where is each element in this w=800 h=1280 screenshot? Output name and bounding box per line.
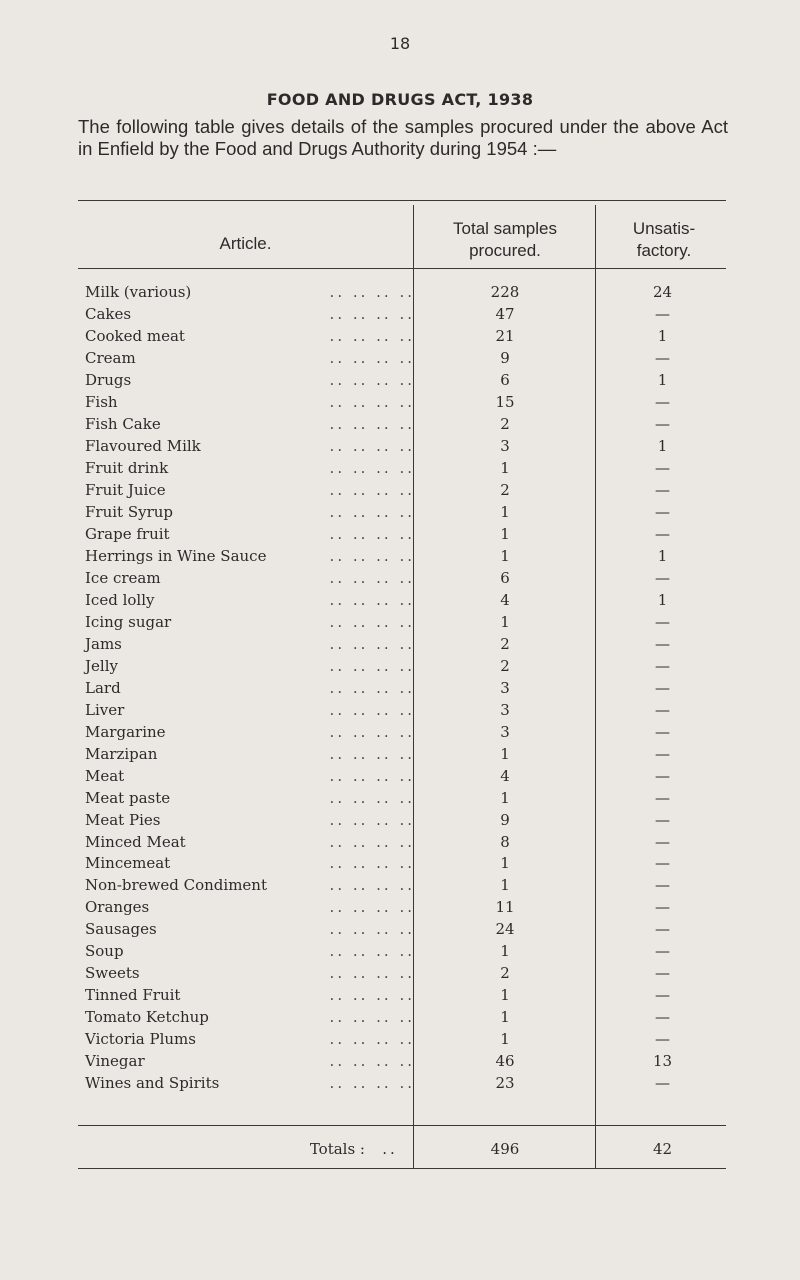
article-cell: Vinegar: [85, 1052, 151, 1070]
article-cell: Cream: [85, 349, 142, 367]
table-row: [85, 964, 725, 986]
article-cell: Ice cream: [85, 569, 167, 587]
table-row: [85, 1008, 725, 1030]
totals-top-rule: [78, 1125, 726, 1126]
total-cell: 1: [500, 546, 510, 565]
unsatisfactory-cell: —: [655, 810, 670, 829]
total-cell: 3: [500, 700, 510, 719]
total-cell: 9: [500, 348, 510, 367]
article-cell: Soup: [85, 942, 130, 960]
unsatisfactory-cell: —: [655, 634, 670, 653]
total-cell: 1: [500, 612, 510, 631]
unsatisfactory-cell: —: [655, 1008, 670, 1027]
table-row: [85, 349, 725, 371]
leader-dots: .. .. .. ..: [329, 392, 415, 411]
leader-dots: .. .. .. ..: [329, 1008, 415, 1027]
article-cell: Lard: [85, 679, 127, 697]
leader-dots: .. .. .. ..: [329, 458, 415, 477]
article-cell: Drugs: [85, 371, 137, 389]
table-row: [85, 701, 725, 723]
total-cell: 9: [500, 810, 510, 829]
unsatisfactory-cell: 1: [657, 370, 668, 389]
article-cell: Minced Meat: [85, 833, 192, 851]
unsatisfactory-cell: —: [655, 348, 670, 367]
total-cell: 1: [500, 524, 510, 543]
total-cell: 2: [500, 414, 510, 433]
table-row: [85, 876, 725, 898]
unsatisfactory-cell: —: [655, 700, 670, 719]
total-cell: 2: [500, 480, 510, 499]
article-cell: Wines and Spirits: [85, 1074, 225, 1092]
table-row: [85, 393, 725, 415]
table-row: [85, 371, 725, 393]
table-row: [85, 811, 725, 833]
article-cell: Cakes: [85, 305, 137, 323]
leader-dots: .. .. .. ..: [329, 283, 415, 301]
article-cell: Cooked meat: [85, 327, 191, 345]
unsatisfactory-cell: —: [655, 304, 670, 323]
unsatisfactory-cell: —: [655, 832, 670, 851]
leader-dots: .. .. .. ..: [329, 304, 415, 323]
leader-dots: .. .. .. ..: [329, 942, 415, 961]
unsatisfactory-cell: —: [655, 788, 670, 807]
leader-dots: .. .. .. ..: [329, 700, 415, 719]
table-row: [85, 745, 725, 767]
unsatisfactory-cell: —: [655, 1074, 670, 1093]
intro-paragraph: The following table gives details of the samples procured under the above Act in Enfield by the Food and Drugs Authority during 1954 :—: [78, 116, 728, 159]
article-cell: Fruit Syrup: [85, 503, 179, 521]
total-cell: 1: [500, 986, 510, 1005]
table-bottom-rule: [78, 1168, 726, 1169]
table-row: [85, 327, 725, 349]
table-row: [85, 591, 725, 613]
total-cell: 2: [500, 634, 510, 653]
total-cell: 228: [490, 283, 520, 301]
total-cell: 1: [500, 1030, 510, 1049]
leader-dots: .. .. .. ..: [329, 788, 415, 807]
table-row: [85, 415, 725, 437]
article-cell: Mincemeat: [85, 854, 176, 872]
total-cell: 1: [500, 502, 510, 521]
table-row: [85, 635, 725, 657]
total-cell: 1: [500, 854, 510, 873]
leader-dots: .. .. .. ..: [329, 1074, 415, 1093]
total-cell: 3: [500, 436, 510, 455]
article-cell: Grape fruit: [85, 525, 176, 543]
article-cell: Herrings in Wine Sauce: [85, 547, 272, 565]
unsatisfactory-cell: —: [655, 876, 670, 895]
unsatisfactory-cell: —: [655, 854, 670, 873]
table-row: [85, 898, 725, 920]
unsatisfactory-cell: —: [655, 964, 670, 983]
table-row: [85, 723, 725, 745]
article-cell: Icing sugar: [85, 613, 177, 631]
table-row: [85, 942, 725, 964]
total-cell: 47: [495, 304, 515, 323]
unsatisfactory-cell: 1: [657, 436, 668, 455]
unsatisfactory-cell: —: [655, 898, 670, 917]
unsatisfactory-cell: —: [655, 766, 670, 785]
header-article: Article.: [219, 234, 272, 253]
leader-dots: .. .. .. ..: [329, 964, 415, 983]
unsatisfactory-cell: —: [655, 502, 670, 521]
unsatisfactory-cell: 1: [657, 326, 668, 345]
leader-dots: .. .. .. ..: [329, 634, 415, 653]
unsatisfactory-cell: —: [655, 986, 670, 1005]
unsatisfactory-cell: —: [655, 744, 670, 763]
article-cell: Meat paste: [85, 789, 176, 807]
table-row: [85, 503, 725, 525]
unsatisfactory-cell: —: [655, 678, 670, 697]
article-cell: Victoria Plums: [85, 1030, 202, 1048]
leader-dots: .. .. .. ..: [329, 986, 415, 1005]
header-unsatisfactory: Unsatis- factory.: [632, 219, 696, 260]
total-cell: 11: [495, 898, 515, 917]
table-row: [85, 525, 725, 547]
table-row: [85, 833, 725, 855]
total-cell: 1: [500, 942, 510, 961]
table-row: [85, 283, 725, 305]
leader-dots: .. .. .. ..: [329, 568, 415, 587]
unsatisfactory-cell: —: [655, 942, 670, 961]
unsatisfactory-cell: —: [655, 656, 670, 675]
article-cell: Fish Cake: [85, 415, 167, 433]
total-cell: 1: [500, 1008, 510, 1027]
leader-dots: .. .. .. ..: [329, 612, 415, 631]
leader-dots: .. .. .. ..: [329, 1052, 415, 1071]
totals-label: Totals :: [309, 1140, 365, 1158]
unsatisfactory-cell: —: [655, 414, 670, 433]
total-cell: 1: [500, 788, 510, 807]
article-cell: Milk (various): [85, 283, 197, 301]
leader-dots: .. .. .. ..: [329, 546, 415, 565]
total-cell: 3: [500, 722, 510, 741]
article-cell: Margarine: [85, 723, 172, 741]
article-cell: Sweets: [85, 964, 146, 982]
leader-dots: .. .. .. ..: [329, 876, 415, 895]
article-cell: Meat: [85, 767, 130, 785]
unsatisfactory-cell: —: [655, 612, 670, 631]
table-row: [85, 1052, 725, 1074]
unsatisfactory-cell: —: [655, 1030, 670, 1049]
table-row: [85, 613, 725, 635]
leader-dots: .. .. .. ..: [329, 326, 415, 345]
table-row: [85, 481, 725, 503]
table-row: [85, 1074, 725, 1096]
total-cell: 6: [500, 370, 510, 389]
total-cell: 6: [500, 568, 510, 587]
totals-unsatisfactory: 42: [652, 1140, 673, 1158]
total-cell: 15: [495, 392, 515, 411]
leader-dots: .. .. .. ..: [329, 678, 415, 697]
article-cell: Flavoured Milk: [85, 437, 207, 455]
total-cell: 1: [500, 876, 510, 895]
leader-dots: .. .. .. ..: [329, 348, 415, 367]
total-cell: 4: [500, 766, 510, 785]
article-cell: Liver: [85, 701, 130, 719]
unsatisfactory-cell: 1: [657, 546, 668, 565]
unsatisfactory-cell: —: [655, 524, 670, 543]
page-title: FOOD AND DRUGS ACT, 1938: [266, 90, 534, 109]
table-row: [85, 920, 725, 942]
table-row: [85, 657, 725, 679]
total-cell: 3: [500, 678, 510, 697]
leader-dots: .. .. .. ..: [329, 854, 415, 873]
unsatisfactory-cell: —: [655, 920, 670, 939]
article-cell: Iced lolly: [85, 591, 160, 609]
table-row: [85, 679, 725, 701]
leader-dots: .. .. .. ..: [329, 920, 415, 939]
total-cell: 2: [500, 964, 510, 983]
unsatisfactory-cell: 13: [652, 1052, 673, 1071]
leader-dots: .. .. .. ..: [329, 766, 415, 785]
leader-dots: .. .. .. ..: [329, 810, 415, 829]
article-cell: Oranges: [85, 898, 155, 916]
table-row: [85, 547, 725, 569]
article-cell: Fruit drink: [85, 459, 174, 477]
total-cell: 46: [495, 1052, 515, 1071]
unsatisfactory-cell: —: [655, 722, 670, 741]
leader-dots: .. .. .. ..: [329, 898, 415, 917]
article-cell: Tinned Fruit: [85, 986, 186, 1004]
table-row: [85, 305, 725, 327]
unsatisfactory-cell: 1: [657, 590, 668, 609]
table-top-rule: [78, 200, 726, 201]
article-cell: Fruit Juice: [85, 481, 172, 499]
article-cell: Fish: [85, 393, 124, 411]
leader-dots: .. .. .. ..: [329, 744, 415, 763]
header-total: Total samples procured.: [453, 219, 557, 260]
table-row: [85, 789, 725, 811]
total-cell: 23: [495, 1074, 515, 1093]
total-cell: 21: [495, 326, 515, 345]
leader-dots: .. .. .. ..: [329, 436, 415, 455]
article-cell: Marzipan: [85, 745, 163, 763]
totals-dots: ..: [382, 1140, 398, 1158]
header-bottom-rule: [78, 268, 726, 269]
unsatisfactory-cell: 24: [652, 283, 673, 301]
table-row: [85, 854, 725, 876]
leader-dots: .. .. .. ..: [329, 502, 415, 521]
total-cell: 24: [495, 920, 515, 939]
table-row: [85, 569, 725, 591]
total-cell: 2: [500, 656, 510, 675]
table-row: [85, 986, 725, 1008]
unsatisfactory-cell: —: [655, 568, 670, 587]
leader-dots: .. .. .. ..: [329, 832, 415, 851]
leader-dots: .. .. .. ..: [329, 370, 415, 389]
leader-dots: .. .. .. ..: [329, 1030, 415, 1049]
article-cell: Tomato Ketchup: [85, 1008, 215, 1026]
unsatisfactory-cell: —: [655, 480, 670, 499]
table-row: [85, 437, 725, 459]
article-cell: Meat Pies: [85, 811, 166, 829]
leader-dots: .. .. .. ..: [329, 480, 415, 499]
totals-total: 496: [490, 1140, 520, 1158]
article-cell: Jelly: [85, 657, 124, 675]
article-cell: Non-brewed Condiment: [85, 876, 273, 894]
total-cell: 8: [500, 832, 510, 851]
table-row: [85, 767, 725, 789]
leader-dots: .. .. .. ..: [329, 590, 415, 609]
total-cell: 4: [500, 590, 510, 609]
total-cell: 1: [500, 744, 510, 763]
table-row: [85, 459, 725, 481]
leader-dots: .. .. .. ..: [329, 656, 415, 675]
unsatisfactory-cell: —: [655, 458, 670, 477]
leader-dots: .. .. .. ..: [329, 722, 415, 741]
leader-dots: .. .. .. ..: [329, 524, 415, 543]
article-cell: Sausages: [85, 920, 163, 938]
table-row: [85, 1030, 725, 1052]
total-cell: 1: [500, 458, 510, 477]
unsatisfactory-cell: —: [655, 392, 670, 411]
article-cell: Jams: [85, 635, 128, 653]
page-number: 18: [389, 34, 411, 53]
leader-dots: .. .. .. ..: [329, 414, 415, 433]
